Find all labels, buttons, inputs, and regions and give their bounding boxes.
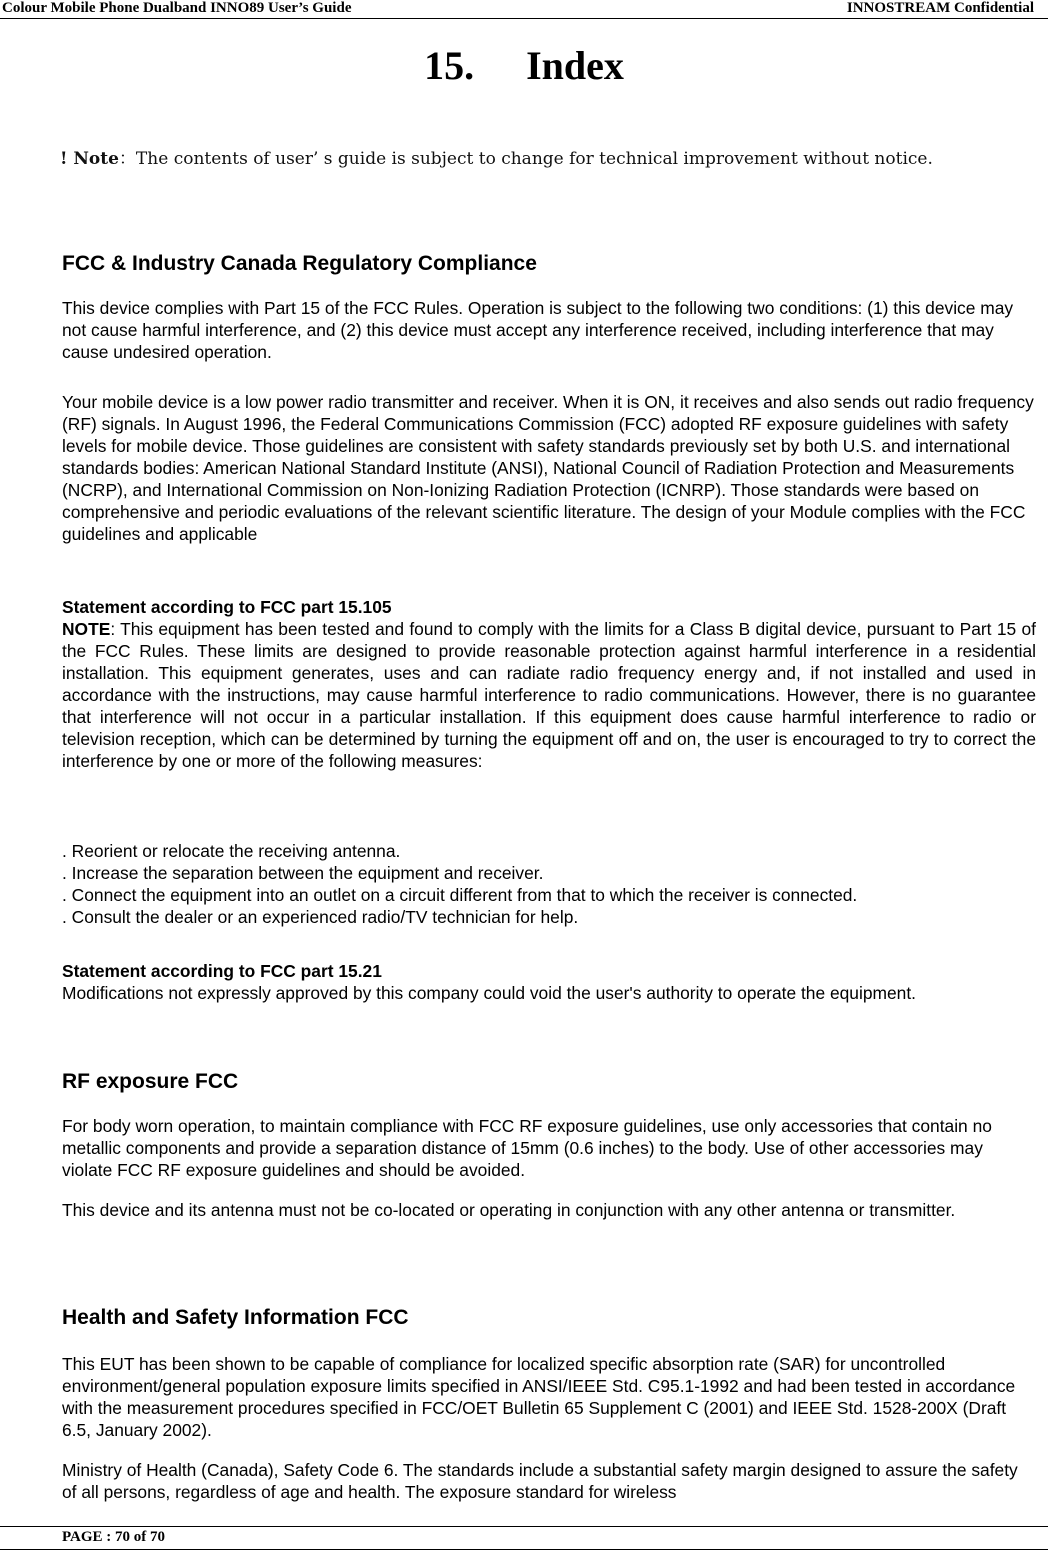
health-heading: Health and Safety Information FCC: [62, 1306, 409, 1329]
note-body: : This equipment has been tested and found to comply with the limits for a Class B digital device, pursuant to Part 15 of the FCC Rules. These limits are designed to provide reasonable protection against harmful interference in a residential installation. This equipment generates, uses and can radiate radio frequency energy and, if not installed and used in accordance with the instructions, may cause harmful interference to radio communications. However, there is no guarantee that interference will not occur in a particular installation. If this equipment does cause harmful interference to radio or television reception, which can be determined by turning the equipment off and on, the user is encouraged to try to correct the interference by one or more of the following measures:: [62, 619, 1036, 771]
header-doc-title: Colour Mobile Phone Dualband INNO89 User’s Guide: [2, 0, 352, 16]
rf-paragraph-2: This device and its antenna must not be co-located or operating in conjunction with any other antenna or transmitter.: [62, 1200, 956, 1220]
page-number: PAGE : 70 of 70: [62, 1529, 166, 1545]
health-paragraph-2: Ministry of Health (Canada), Safety Code 6. The standards include a substantial safety margin designed to assure the safety of all persons, regardless of age and health. The exposure standard for wireless: [62, 1460, 1018, 1502]
page-footer: [0, 1526, 1048, 1550]
chapter-title: Index: [526, 43, 624, 88]
measures-list: [62, 840, 1036, 928]
header-confidential: INNOSTREAM Confidential: [846, 0, 1034, 16]
note-text: ：The contents of user’ s guide is subject to change for technical improvement without notice.: [118, 149, 933, 169]
note-label: NOTE: [62, 619, 111, 639]
fcc-heading: FCC & Industry Canada Regulatory Compliance: [62, 252, 537, 275]
rf-paragraph-1: For body worn operation, to maintain compliance with FCC RF exposure guidelines, use only accessories that contain no metallic components and provide a separation distance of 15mm (0.6 inches) to the body. Use of other accessories may violate FCC RF exposure guidelines and should be avoided.: [62, 1116, 992, 1180]
fcc-paragraph-1: This device complies with Part 15 of the FCC Rules. Operation is subject to the following two conditions: (1) this device may not cause harmful interference, and (2) this device must accept any interference received, including interference that may cause undesired operation.: [62, 298, 1014, 362]
chapter-number: 15.: [424, 43, 475, 88]
list-item: . Connect the equipment into an outlet on a circuit different from that to which the receiver is connected.: [62, 885, 858, 905]
note-prefix: ! Note: [60, 149, 119, 169]
page-title: [0, 42, 1048, 90]
list-item: . Reorient or relocate the receiving antenna.: [62, 841, 401, 861]
stmt-15-21-heading: Statement according to FCC part 15.21: [62, 961, 382, 981]
fcc-note-paragraph: [62, 618, 1036, 772]
list-item: . Increase the separation between the equipment and receiver.: [62, 863, 544, 883]
health-paragraph-1: This EUT has been shown to be capable of compliance for localized specific absorption rate (SAR) for uncontrolled environment/general population exposure limits specified in ANSI/IEEE Std. C95.1-1992 and had been tested in accordance with the measurement procedures specified in FCC/OET Bulletin 65 Supplement C (2001) and IEEE Std. 1528-200X (Draft 6.5, January 2002).: [62, 1354, 1016, 1440]
stmt-15-21-text: Modifications not expressly approved by this company could void the user's authority to operate the equipment.: [62, 983, 917, 1003]
list-item: . Consult the dealer or an experienced radio/TV technician for help.: [62, 907, 579, 927]
stmt-15-105-heading: Statement according to FCC part 15.105: [62, 597, 392, 617]
note-paragraph: [60, 142, 1010, 176]
page-header: [0, 0, 1048, 19]
fcc-paragraph-2: Your mobile device is a low power radio transmitter and receiver. When it is ON, it receives and also sends out radio frequency (RF) signals. In August 1996, the Federal Communications Commission (FCC) adopted RF exposure guidelines with safety levels for mobile device. Those guidelines are consistent with safety standards previously set by both U.S. and international standards bodies: American National Standard Institute (ANSI), National Council of Radiation Protection and Measurements (NCRP), and International Commission on Non-Ionizing Radiation Protection (ICNRP). Those standards were based on comprehensive and periodic evaluations of the relevant scientific literature. The design of your Module complies with the FCC guidelines and applicable: [62, 392, 1034, 544]
rf-heading: RF exposure FCC: [62, 1070, 239, 1093]
